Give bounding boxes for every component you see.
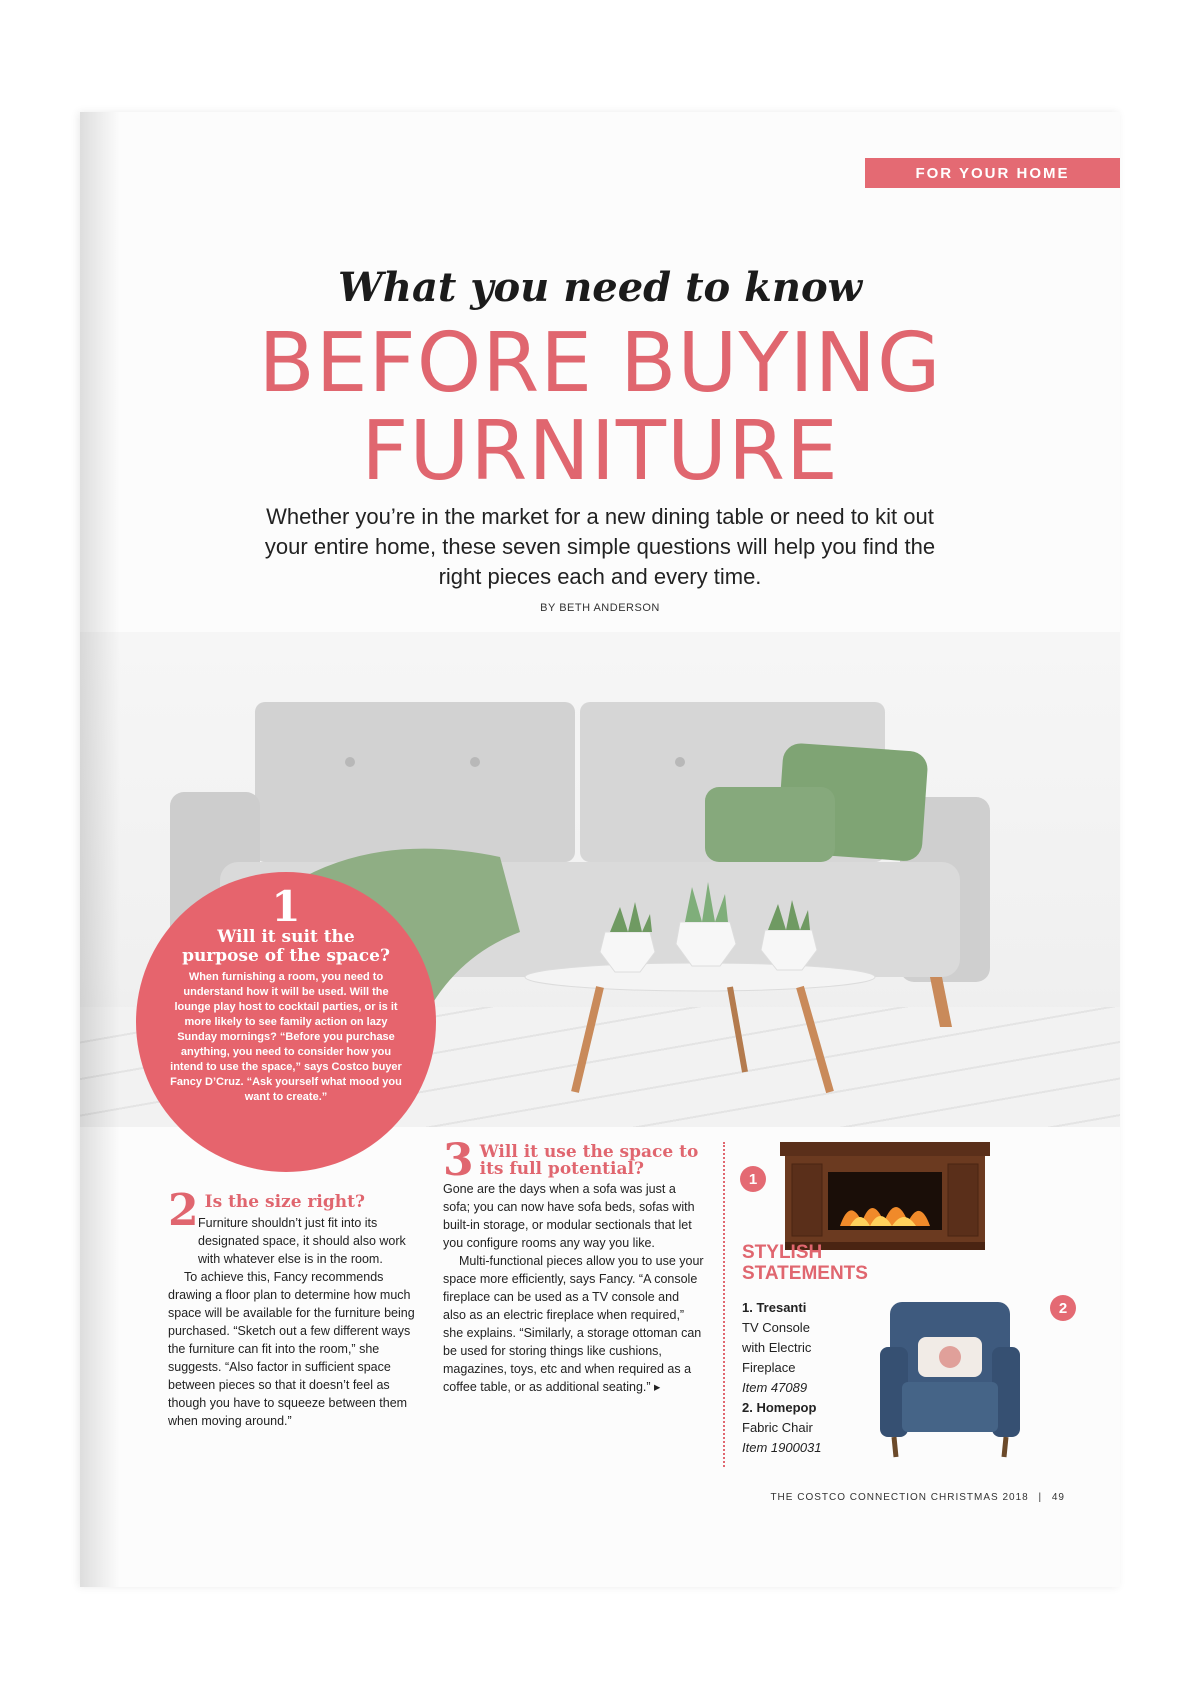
question-1-title: Will it suit the purpose of the space?	[182, 927, 390, 966]
section-tag	[865, 158, 1120, 188]
product-list	[742, 1298, 822, 1458]
question-3-heading	[443, 1135, 705, 1186]
question-2-title: Is the size right?	[204, 1192, 365, 1212]
section-tag-bold: HOME	[1016, 164, 1070, 182]
footer-publication: THE COSTCO CONNECTION CHRISTMAS 2018	[770, 1492, 1029, 1503]
tv-console-fireplace-image	[780, 1142, 990, 1252]
question-3-para-2-text: Multi-functional pieces allow you to use your space more efficiently, says Fancy. “A console fireplace can be used as a TV console and also as an electric fireplace when required,” she explains. “Similarly, a storage ottoman can be used for storing things like cushions, magazines, toys, etc and when required as a coffee table, or as additional seating.”	[443, 1254, 704, 1394]
sidebar-heading	[742, 1242, 868, 1284]
sidebar-heading-line-1: STYLISH	[742, 1242, 823, 1263]
product-badge-2: 2	[1050, 1295, 1076, 1321]
page-footer	[770, 1492, 1065, 1503]
product-1-item: Item 47089	[742, 1380, 808, 1395]
article-headline	[80, 316, 1120, 499]
question-2-para-1: Furniture shouldn’t just fit into its designated space, it should also work with whatever else is in the room.	[198, 1216, 406, 1266]
question-3-para-1: Gone are the days when a sofa was just a sofa; you can now have sofa beds, sofas with built-in storage, or modular sectionals that let you configure rooms any way you like.	[443, 1182, 695, 1250]
column-divider	[723, 1142, 725, 1467]
fabric-chair-image	[880, 1292, 1020, 1462]
question-2-para-2: To achieve this, Fancy recommends drawing a floor plan to determine how much space will be available for the furniture being purchased. “Sketch out a few different ways the furniture can fit into the room,” she suggests. “Also factor in sufficient space between pieces so that it doesn’t feel as though you have to squeeze between them when moving around.”	[168, 1270, 415, 1428]
article-kicker: What you need to know	[337, 264, 863, 311]
product-1-name: 1. Tresanti	[742, 1300, 807, 1315]
sidebar-heading-line-2: STATEMENTS	[742, 1263, 868, 1284]
question-2-number: 2	[168, 1185, 199, 1236]
product-1-desc-2: with Electric	[742, 1340, 812, 1355]
product-2	[742, 1398, 822, 1458]
question-3-title: Will it use the space to its full potential?	[479, 1142, 699, 1179]
footer-separator: |	[1038, 1492, 1043, 1503]
product-2-name: 2. Homepop	[742, 1400, 817, 1415]
product-badge-1: 1	[740, 1166, 766, 1192]
magazine-page	[80, 112, 1120, 1587]
continue-arrow-icon: ▸	[654, 1380, 661, 1394]
question-3-para-2	[443, 1252, 705, 1396]
question-1-body: When furnishing a room, you need to understand how it will be used. Will the lounge play host to cocktail parties, or is it more likely to see family action on lazy Sunday mornings? “Before you purchase anything, you need to consider how you intend to use the space,” says Costco buyer Fancy D’Cruz. “Ask yourself what mood you want to create.”	[170, 971, 402, 1103]
headline-line-1: BEFORE BUYING	[258, 316, 942, 411]
question-2-column	[168, 1185, 430, 1430]
product-2-desc-1: Fabric Chair	[742, 1420, 813, 1435]
product-1-desc-3: Fireplace	[742, 1360, 796, 1375]
question-1-number: 1	[271, 882, 301, 931]
article-standfirst: Whether you’re in the market for a new dining table or need to kit out your entire home, these seven simple questions will help you find the right pieces each and every time.	[264, 504, 936, 589]
product-1-desc-1: TV Console	[742, 1320, 810, 1335]
question-3-number: 3	[443, 1135, 474, 1186]
question-3-column	[443, 1135, 705, 1396]
question-1-circle	[136, 872, 436, 1172]
section-tag-prefix: FOR YOUR	[915, 164, 1017, 182]
headline-line-2: FURNITURE	[361, 404, 839, 499]
article-byline: BY BETH ANDERSON	[540, 602, 660, 614]
product-2-item: Item 1900031	[742, 1440, 822, 1455]
product-1	[742, 1298, 822, 1398]
page-number: 49	[1051, 1492, 1065, 1503]
